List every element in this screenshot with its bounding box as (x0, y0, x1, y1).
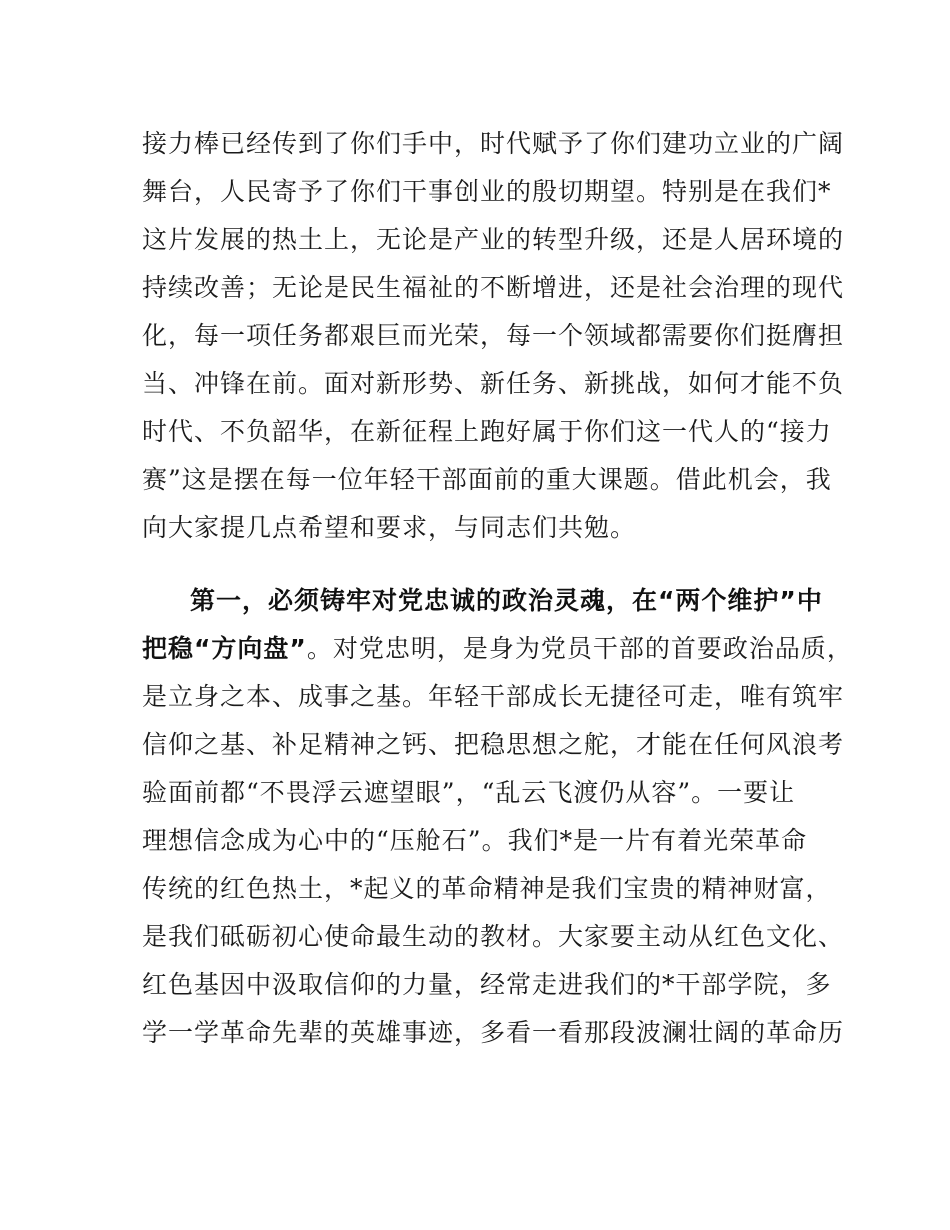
paragraph-line: 学一学革命先辈的英雄事迹，多看一看那段波澜壮阔的革命历 (142, 1018, 845, 1047)
paragraph-line: 理想信念成为心中的“压舱石”。我们*是一片有着光荣革命 (142, 826, 808, 855)
paragraph-line: 舞台，人民寄予了你们干事创业的殷切期望。特别是在我们* (142, 177, 832, 206)
paragraph-line: 这片发展的热土上，无论是产业的转型升级，还是人居环境的 (142, 225, 845, 254)
paragraph-line (142, 633, 853, 665)
paragraph-line: 验面前都“不畏浮云遮望眼”，“乱云飞渡仍从容”。一要让 (142, 778, 796, 807)
paragraph-line: 信仰之基、补足精神之钙、把稳思想之舵，才能在任何风浪考 (142, 730, 845, 759)
paragraph-line: 赛”这是摆在每一位年轻干部面前的重大课题。借此机会，我 (142, 465, 832, 494)
paragraph-line: 是立身之本、成事之基。年轻干部成长无捷径可走，唯有筑牢 (142, 682, 845, 711)
paragraph-line: 时代、不负韶华，在新征程上跑好属于你们这一代人的“接力 (142, 417, 832, 446)
paragraph-line: 当、冲锋在前。面对新形势、新任务、新挑战，如何才能不负 (142, 369, 845, 398)
paragraph-line: 接力棒已经传到了你们手中，时代赋予了你们建功立业的广阔 (142, 129, 845, 158)
paragraph-line: 向大家提几点希望和要求，与同志们共勉。 (142, 513, 637, 542)
section-heading-end: 把稳“方向盘” (142, 634, 307, 663)
paragraph-line: 化，每一项任务都艰巨而光荣，每一个领域都需要你们挺膺担 (142, 321, 845, 350)
paragraph-line: 是我们砥砺初心使命最生动的教材。大家要主动从红色文化、 (142, 922, 845, 951)
paragraph-text: 。对党忠明，是身为党员干部的首要政治品质， (306, 634, 853, 663)
section-heading: 第一，必须铸牢对党忠诚的政治灵魂，在“两个维护”中 (190, 586, 823, 615)
paragraph-line: 持续改善；无论是民生福祉的不断增进，还是社会治理的现代 (142, 273, 845, 302)
paragraph-line: 红色基因中汲取信仰的力量，经常走进我们的*干部学院，多 (142, 970, 832, 999)
paragraph-line: 传统的红色热土，*起义的革命精神是我们宝贵的精神财富， (142, 874, 832, 903)
